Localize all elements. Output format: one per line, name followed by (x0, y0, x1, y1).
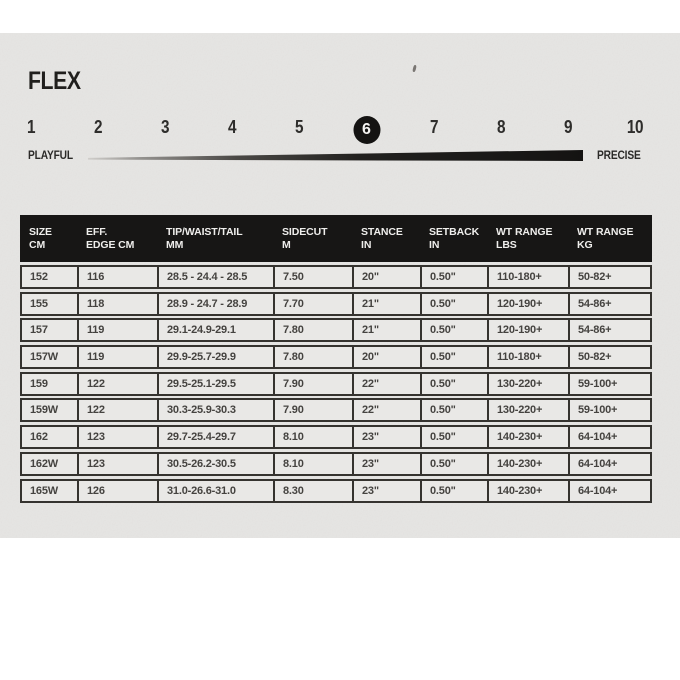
table-cell: 0.50" (422, 347, 489, 367)
table-cell: 21" (354, 294, 422, 314)
table-row (20, 479, 652, 503)
table-cell: 122 (79, 400, 159, 420)
table-cell: 7.80 (275, 347, 354, 367)
flex-rating-number: 2 (94, 117, 103, 137)
table-cell: 22" (354, 400, 422, 420)
flex-title-text: FLEX (28, 67, 81, 95)
column-header: WT RANGE KG (577, 225, 634, 251)
table-cell: 130-220+ (489, 400, 570, 420)
table-cell: 50-82+ (578, 271, 612, 283)
flex-rating-number: 3 (161, 117, 170, 137)
table-cell: 64-104+ (578, 457, 618, 470)
table-row (20, 372, 652, 396)
table-cell: 110-180+ (489, 267, 570, 287)
flex-rating-number: 5 (295, 117, 304, 137)
table-cell: 0.50" (422, 374, 489, 394)
table-cell: 7.50 (275, 267, 354, 287)
playful-label: PLAYFUL (28, 148, 73, 162)
table-cell: 23" (354, 481, 422, 501)
table-row (20, 398, 652, 422)
table-cell: 0.50" (422, 267, 489, 287)
flex-rating-number: 8 (496, 117, 505, 137)
table-cell: 110-180+ (489, 347, 570, 367)
table-cell: 7.90 (275, 400, 354, 420)
spec-table-body (20, 265, 652, 503)
table-cell: 21" (354, 320, 422, 340)
table-cell: 130-220+ (489, 374, 570, 394)
flex-rating-number: 1 (26, 117, 36, 137)
table-cell: 120-190+ (489, 294, 570, 314)
table-cell: 0.50" (422, 481, 489, 501)
table-cell: 159 (22, 374, 79, 394)
flex-rating-active-badge: 6 (353, 116, 380, 144)
size-spec-table (20, 215, 652, 505)
table-cell: 155 (22, 294, 79, 314)
table-row (20, 292, 652, 316)
table-cell: 28.5 - 24.4 - 28.5 (159, 267, 275, 287)
table-cell: 29.7-25.4-29.7 (159, 427, 275, 447)
flex-scale-min-label (28, 148, 81, 162)
column-header: SIZE CM (29, 225, 52, 251)
table-cell: 140-230+ (489, 481, 570, 501)
table-cell: 0.50" (422, 427, 489, 447)
table-cell: 140-230+ (489, 454, 570, 474)
column-header: TIP/WAIST/TAIL MM (166, 225, 243, 251)
table-cell: 23" (354, 454, 422, 474)
table-cell: 7.90 (275, 374, 354, 394)
table-row (20, 425, 652, 449)
table-cell: 118 (79, 294, 159, 314)
table-cell: 30.3-25.9-30.3 (159, 400, 275, 420)
table-cell: 157W (22, 347, 79, 367)
table-cell: 119 (79, 347, 159, 367)
table-cell: 64-104+ (578, 484, 618, 497)
spec-table-header-row (20, 215, 652, 262)
table-cell: 59-100+ (578, 404, 618, 417)
flex-rating-number: 9 (563, 117, 572, 137)
table-cell: 122 (79, 374, 159, 394)
table-cell: 8.10 (275, 454, 354, 474)
flex-scale-wedge-bar (88, 150, 583, 161)
table-row (20, 345, 652, 369)
table-cell: 8.30 (275, 481, 354, 501)
table-row (20, 452, 652, 476)
table-cell: 159W (22, 400, 79, 420)
table-cell: 0.50" (422, 400, 489, 420)
table-cell: 119 (79, 320, 159, 340)
table-cell: 140-230+ (489, 427, 570, 447)
column-header: SIDECUT M (282, 225, 328, 251)
table-row (20, 318, 652, 342)
flex-rating-scale (0, 0, 680, 180)
table-cell: 162W (22, 454, 79, 474)
table-cell: 7.80 (275, 320, 354, 340)
precise-label: PRECISE (596, 148, 641, 162)
table-cell: 0.50" (422, 294, 489, 314)
flex-rating-number: 4 (228, 117, 237, 137)
flex-rating-number: 7 (429, 117, 438, 137)
column-header: STANCE IN (361, 225, 403, 251)
table-cell: 54-86+ (578, 324, 612, 337)
table-cell: 116 (79, 267, 159, 287)
flex-rating-number: 10 (626, 117, 643, 137)
table-cell: 120-190+ (489, 320, 570, 340)
table-cell: 64-104+ (578, 431, 618, 444)
table-cell: 123 (79, 454, 159, 474)
table-cell: 31.0-26.6-31.0 (159, 481, 275, 501)
table-cell: 22" (354, 374, 422, 394)
table-cell: 162 (22, 427, 79, 447)
table-cell: 28.9 - 24.7 - 28.9 (159, 294, 275, 314)
flex-scale-max-label (597, 148, 648, 162)
column-header: SETBACK IN (429, 225, 480, 251)
column-header: WT RANGE LBS (496, 225, 553, 251)
table-cell: 29.9-25.7-29.9 (159, 347, 275, 367)
table-cell: 30.5-26.2-30.5 (159, 454, 275, 474)
table-cell: 165W (22, 481, 79, 501)
table-cell: 20" (354, 267, 422, 287)
column-header: EFF. EDGE CM (86, 225, 135, 251)
table-cell: 29.5-25.1-29.5 (159, 374, 275, 394)
table-cell: 54-86+ (578, 297, 612, 310)
table-cell: 50-82+ (578, 351, 612, 364)
table-cell: 59-100+ (578, 377, 618, 390)
table-cell: 8.10 (275, 427, 354, 447)
table-row (20, 265, 652, 289)
table-cell: 20" (354, 347, 422, 367)
table-cell: 29.1-24.9-29.1 (159, 320, 275, 340)
table-cell: 152 (22, 267, 79, 287)
table-cell: 157 (22, 320, 79, 340)
table-cell: 23" (354, 427, 422, 447)
table-cell: 0.50" (422, 454, 489, 474)
table-cell: 126 (79, 481, 159, 501)
table-cell: 123 (79, 427, 159, 447)
table-cell: 7.70 (275, 294, 354, 314)
table-cell: 0.50" (422, 320, 489, 340)
